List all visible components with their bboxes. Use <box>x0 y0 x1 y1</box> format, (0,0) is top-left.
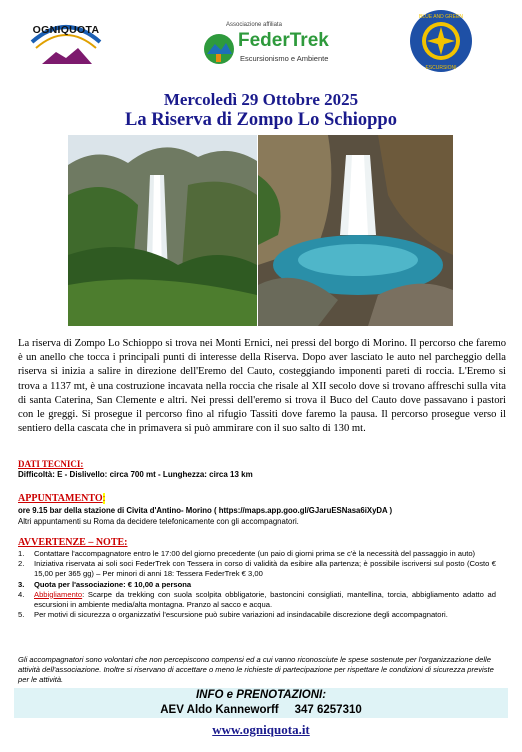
svg-text:BLUE AND GREEN: BLUE AND GREEN <box>419 14 463 20</box>
list-item-number: 2. <box>18 559 25 569</box>
cascade-pool-photo <box>258 135 453 326</box>
federtrek-emblem-icon <box>202 32 236 66</box>
meeting-heading-colon: : <box>102 493 106 504</box>
website-link[interactable]: www.ogniquota.it <box>212 722 310 737</box>
list-item <box>18 610 496 620</box>
meeting-other-line: Altri appuntamenti su Roma da decidere telefonicamente con gli accompagnatori. <box>18 517 299 526</box>
list-item-text: Contattare l'accompagnatore entro le 17:00 del giorno precedente (un paio di giorni prima se c'è la necessità del passaggio in auto) <box>34 549 476 558</box>
notes-list <box>18 549 496 620</box>
info-contact: AEV Aldo Kanneworff 347 6257310 <box>160 704 362 716</box>
mountain-logo-icon <box>22 8 110 74</box>
federtrek-assoc-text: Associazione affiliata <box>226 22 282 28</box>
event-description: La riserva di Zompo Lo Schioppo si trova nei Monti Ernici, nei pressi del borgo di Morino. Il percorso che faremo è un anello che tocca i principali punti di interesse della Riserva. Dopo aver lasciato le auto nel parcheggio della riserva si inizia a salire in direzione dell'Eremo del Cauto, costeggiando imponenti pareti di roccia. L'Eremo si trova a 1137 mt, è una costruzione incavata nella roccia che risale al XII secolo dove si trovano affreschi sulla vita di santa Caterina, San Clemente e altri. Nei pressi dell'eremo si trova il Buco del Cauto dove passavano i pastori con le greggi. Si prosegue il percorso fino al rifugio Tassiti dove faremo la pausa. Il percorso prosegue verso il sentiero della cascata che in primavera si può ammirare con il suo salto di 130 mt. <box>18 338 506 435</box>
technical-data-line: Difficoltà: E - Dislivello: circa 700 mt - Lunghezza: circa 13 km <box>18 470 253 479</box>
list-item-number: 5. <box>18 610 25 620</box>
info-title: INFO e PRENOTAZIONI: <box>195 689 327 701</box>
federtrek-name: FederTrek <box>238 30 329 51</box>
list-item-number: 3. <box>18 579 25 589</box>
notes-heading: AVVERTENZE – NOTE: <box>18 537 128 548</box>
cascade-pool-image <box>258 135 453 326</box>
meeting-heading <box>18 493 105 504</box>
waterfall-cliff-photo <box>68 135 257 326</box>
list-item-text: : Scarpe da trekking con suola scolpita obbligatorie, bastoncini consigliati, mantellina, torcia, abbigliamento adatto ad escursioni in ambiente media/alta montagna. Pranzo al sacco e acqua. <box>34 589 496 610</box>
list-item-text: Quota per l'associazione: € 10,00 a persona <box>34 579 192 589</box>
list-item-number: 4. <box>18 589 25 599</box>
list-item <box>18 580 496 590</box>
svg-text:ESCURSIONI: ESCURSIONI <box>425 65 457 71</box>
event-title: La Riserva di Zompo Lo Schioppo <box>125 110 397 130</box>
list-item <box>18 549 496 559</box>
compass-seal-icon <box>408 8 474 74</box>
federtrek-logo <box>196 22 348 72</box>
list-item <box>18 559 496 579</box>
blue-and-green-logo <box>408 8 474 74</box>
list-item-highlight: Abbigliamento <box>34 589 83 599</box>
technical-data-heading: DATI TECNICI: <box>18 459 84 469</box>
federtrek-subtitle: Escursionismo e Ambiente <box>240 54 329 63</box>
list-item <box>18 590 496 610</box>
mountain-waterfall-image <box>68 135 257 326</box>
list-item-text: Iniziativa riservata ai soli soci FederTrek con Tessera in corso di validità da esibire alla partenza; è possibile iscriversi sul posto (Costo € 15,00 per 365 gg) – Per minori di anni 18: Tessera FederTrek € 3,00 <box>34 559 496 579</box>
event-date: Mercoledì 29 Ottobre 2025 <box>163 90 359 109</box>
volunteer-disclaimer: Gli accompagnatori sono volontari che non percepiscono compensi ed a cui vanno riconosciute le spese sostenute per l'organizzazione delle attività dell'associazione. Inoltre si riservano di accettare o meno le richieste di partecipazione per rispettare le condizioni di sicurezza previste per le attività. <box>18 655 494 684</box>
meeting-point-line[interactable]: ore 9.15 bar della stazione di Civita d'Antino- Morino ( https://maps.app.goo.gl/GJaruESNasa6iXyDA ) <box>18 506 393 515</box>
list-item-text: Per motivi di sicurezza o organizzativi l'escursione può subire variazioni ad insindacabile discrezione degli accompagnatori. <box>34 610 448 620</box>
list-item-number: 1. <box>18 549 25 558</box>
meeting-heading-text: APPUNTAMENTO <box>18 493 103 504</box>
ogniquota-logo-text: OGNIQUOTA <box>32 24 100 36</box>
ogniquota-logo <box>22 8 110 74</box>
